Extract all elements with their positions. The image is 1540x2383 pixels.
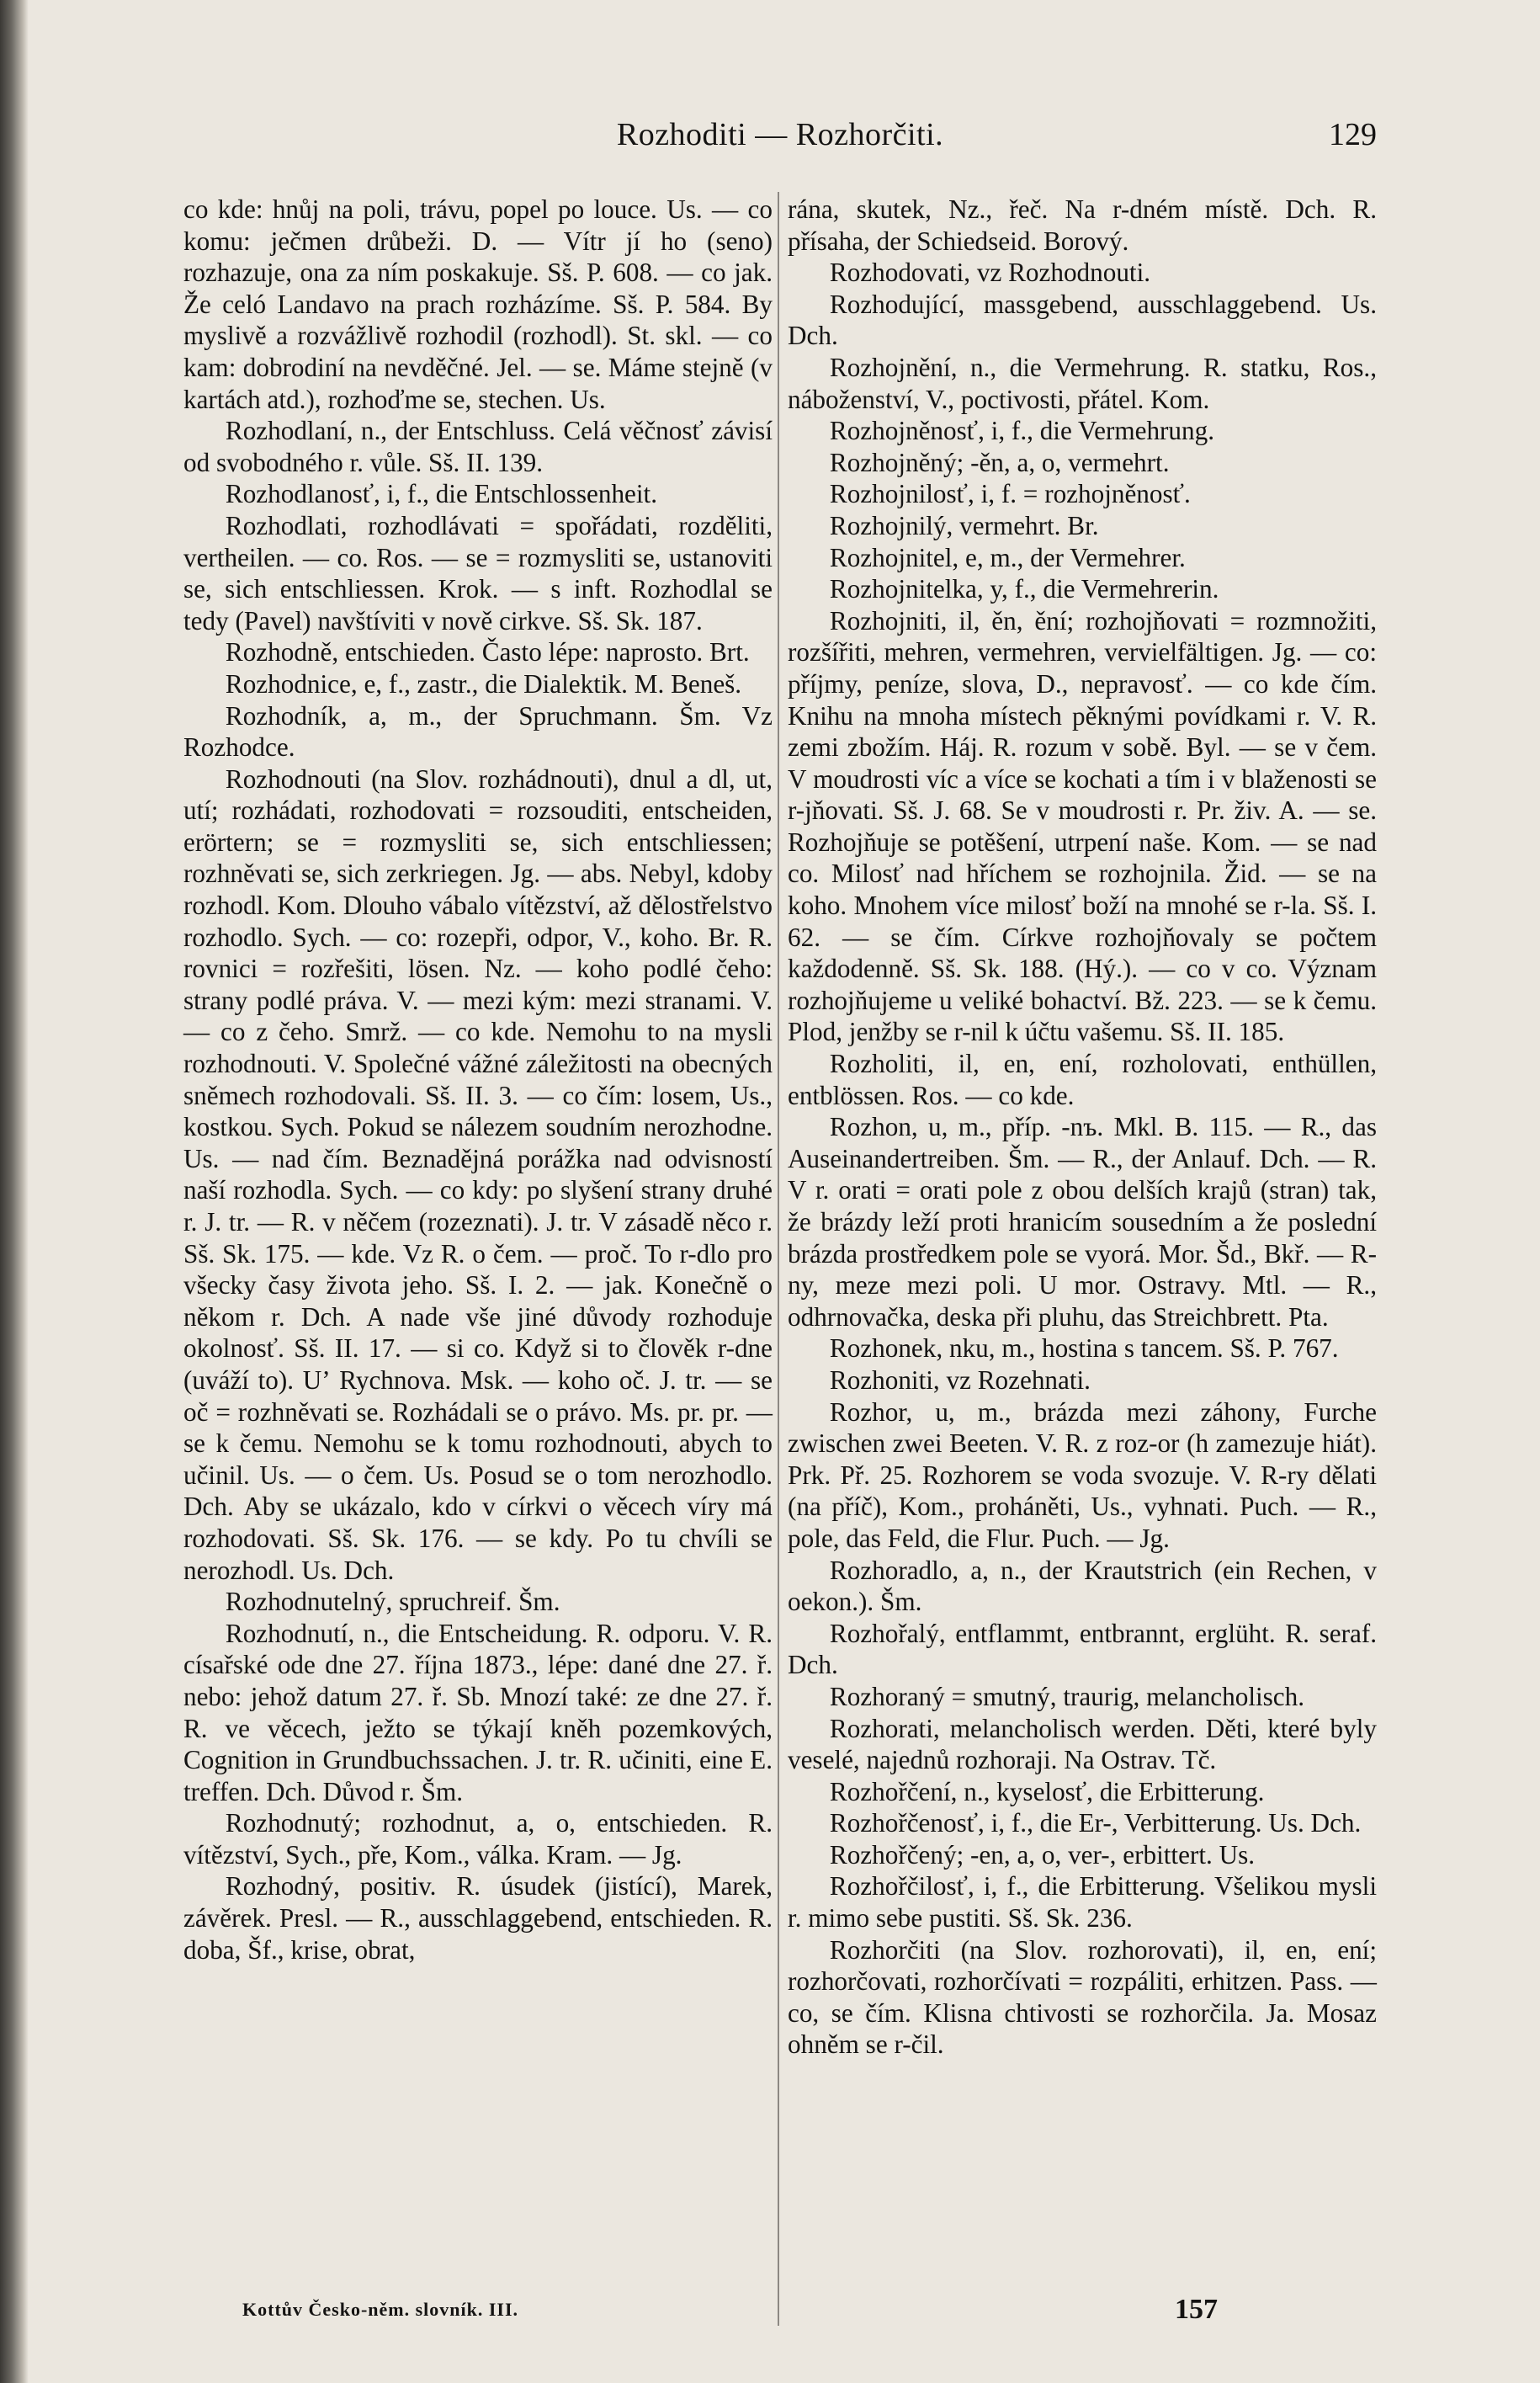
dictionary-entry: rána, skutek, Nz., řeč. Na r-dném místě. Dch. R. přísaha, der Schiedseid. Borový.	[788, 194, 1377, 256]
dictionary-entry: Rozhořčení, n., kyselosť, die Erbitterung.	[829, 1776, 1265, 1806]
dictionary-entry: Rozhořčený; -en, a, o, ver-, erbittert. Us.	[829, 1839, 1256, 1870]
dictionary-entry: Rozhodnouti (na Slov. rozhádnouti), dnul a dl, ut, utí; rozhádati, rozhodovati = rozsouditi, entscheiden, erörtern; se = rozmysliti se, sich entschliessen; rozhněvati se, sich zerkriegen. Jg. — abs. Nebyl, kdoby rozhodl. Kom. Dlouho vábalo vítězství, až dělostřelstvo rozhodlo. Sych. — co: rozepři, odpor, V., koho. Br. R. rovnici = rozřešiti, lösen. Nz. — koho podlé čeho: strany podlé práva. V. — mezi kým: mezi stranami. V. — co z čeho. Smrž. — co kde. Nemohu to na mysli rozhodnouti. V. Společné vážné záležitosti na obecných sněmech rozhodovali. Sš. II. 3. — co čím: losem, Us., kostkou. Sych. Pokud se nálezem soudním nerozhodne. Us. — nad čím. Beznadějná porážka nad odvisností naší rozhodla. Sych. — co kdy: po slyšení strany druhé r. J. tr. — R. v něčem (rozeznati). J. tr. V zásadě něco r. Sš. Sk. 175. — kde. Vz R. o čem. — proč. To r-dlo pro všecky časy života jeho. Sš. I. 2. — jak. Konečně o někom r. Dch. A nade vše jiné důvody rozhoduje okolnosť. Sš. II. 17. — si co. Když si to člověk r-dne (uváží to). Uʼ Rychnova. Msk. — koho oč. J. tr. — se oč = rozhněvati se. Rozhádali se o právo. Ms. pr. pr. — se k čemu. Nemohu se k tomu rozhodnouti, abych to učinil. Us. — o čem. Us. Posud se o tom nerozhodlo. Dch. Aby se ukázalo, kdo v církvi o věcech víry má rozhodovati. Sš. Sk. 176. — se kdy. Po tu chvíli se nerozhodl. Us. Dch.	[183, 763, 773, 1585]
dictionary-entry: Rozhorati, melancholisch werden. Děti, které byly veselé, najednů rozhoraji. Na Ostrav. Tč.	[788, 1713, 1377, 1775]
dictionary-entry: Rozhodlati, rozhodlávati = spořádati, rozděliti, vertheilen. — co. Ros. — se = rozmysliti se, ustanoviti se, sich entschliessen. Krok. — s inft. Rozhodlal se tedy (Pavel) navštíviti v nově cirkve. Sš. Sk. 187.	[183, 510, 773, 636]
page-footer	[183, 2294, 1377, 2331]
signature-mark: Kottův Česko-něm. slovník. III.	[242, 2299, 519, 2320]
dictionary-entry: Rozhojnitel, e, m., der Vermehrer.	[829, 542, 1186, 572]
dictionary-entry: Rozhoraný = smutný, traurig, melancholisch.	[829, 1681, 1305, 1711]
dictionary-entry: Rozhojnilosť, i, f. = rozhojněnosť.	[829, 479, 1191, 509]
dictionary-entry: Rozhonek, nku, m., hostina s tancem. Sš. P. 767.	[829, 1333, 1339, 1364]
dictionary-entry: Rozhojnilý, vermehrt. Br.	[829, 510, 1099, 540]
page-binding-edge	[0, 0, 29, 2383]
dictionary-entry: Rozhořalý, entflammt, entbrannt, erglüht. R. seraf. Dch.	[788, 1618, 1377, 1680]
dictionary-entry: Rozhon, u, m., příp. -nъ. Mkl. B. 115. — R., das Auseinandertreiben. Šm. — R., der Anlauf. Dch. — R. V r. orati = orati pole z obou delších krajů (stran) tak, že brázdy leží proti hranicím sousedním a že poslední brázda prostředkem pole se vyorá. Mor. Šd., Bkř. — R-ny, meze mezi poli. U mor. Ostravy. Mtl. — R., odhrnovačka, deska při pluhu, das Streichbrett. Pta.	[788, 1112, 1377, 1332]
sheet-number: 157	[1175, 2294, 1218, 2325]
dictionary-entry: Rozhojnění, n., die Vermehrung. R. statku, Ros., náboženství, V., poctivosti, přátel. Kom.	[788, 352, 1377, 414]
dictionary-entry: Rozhořčenosť, i, f., die Er-, Verbitterung. Us. Dch.	[829, 1808, 1362, 1838]
column-divider	[778, 192, 779, 2326]
dictionary-entry: Rozhodnice, e, f., zastr., die Dialektik. M. Beneš.	[225, 668, 742, 699]
dictionary-entry: Rozhojněnosť, i, f., die Vermehrung.	[829, 416, 1214, 446]
dictionary-entry: Rozhor, u, m., brázda mezi záhony, Furche zwischen zwei Beeten. V. R. z roz-or (h zamezuje hiát). Prk. Př. 25. Rozhorem se voda svozuje. V. R-ry dělati (na příč), Kom., proháněti, Us., vyhnati. Puch. — R., pole, das Feld, die Flur. Puch. — Jg.	[788, 1396, 1377, 1553]
dictionary-entry: Rozhoradlo, a, n., der Krautstrich (ein Rechen, v oekon.). Šm.	[788, 1555, 1377, 1617]
dictionary-entry: Rozhoniti, vz Rozehnati.	[829, 1364, 1091, 1395]
running-title: Rozhoditi — Rozhorčiti.	[616, 117, 944, 152]
dictionary-entry: Rozhodný, positiv. R. úsudek (jistící), Marek, závěrek. Presl. — R., ausschlaggebend, entschieden. R. doba, Šf., krise, obrat,	[183, 1871, 773, 1965]
dictionary-entry: Rozhodnutí, n., die Entscheidung. R. odporu. V. R. císařské ode dne 27. října 1873., lépe: dané dne 27. ř. nebo: jehož datum 27. ř. Sb. Mnozí také: ze dne 27. ř. R. ve věcech, ježto se týkají kněh pozemkových, Cognition in Grundbuchssachen. J. tr. R. učiniti, eine E. treffen. Dch. Důvod r. Šm.	[183, 1618, 773, 1806]
page-number: 129	[1329, 117, 1377, 152]
dictionary-entry: Rozhodnutý; rozhodnut, a, o, entschieden. R. vítězství, Sych., pře, Kom., válka. Kram. — Jg.	[183, 1808, 773, 1870]
dictionary-entry: co kde: hnůj na poli, trávu, popel po louce. Us. — co komu: ječmen drůbeži. D. — Vítr jí ho (seno) rozhazuje, ona za ním poskakuje. Sš. P. 608. — co jak. Že celó Landavo na prach rozházíme. Sš. P. 584. By myslivě a rozvážlivě rozhodil (rozhodl). St. skl. — co kam: dobrodiní na nevděčné. Jel. — se. Máme stejně (v kartách atd.), rozhoďme se, stechen. Us.	[183, 194, 773, 414]
dictionary-entry: Rozhodně, entschieden. Často lépe: naprosto. Brt.	[225, 637, 750, 668]
dictionary-entry: Rozhořčilosť, i, f., die Erbitterung. Všelikou mysli r. mimo sebe pustiti. Sš. Sk. 236.	[788, 1871, 1377, 1934]
dictionary-entry: Rozhodující, massgebend, ausschlaggebend. Us. Dch.	[788, 289, 1377, 351]
dictionary-entry: Rozholiti, il, en, ení, rozholovati, enthüllen, entblössen. Ros. — co kde.	[788, 1049, 1377, 1110]
left-column	[183, 194, 773, 1965]
dictionary-entry: Rozhodovati, vz Rozhodnouti.	[829, 258, 1151, 288]
running-header	[183, 116, 1377, 158]
right-column	[788, 194, 1377, 2061]
dictionary-entry: Rozhodlaní, n., der Entschluss. Celá věčnosť závisí od svobodného r. vůle. Sš. II. 139.	[183, 416, 773, 477]
dictionary-entry: Rozhojněný; -ěn, a, o, vermehrt.	[829, 447, 1170, 477]
dictionary-entry: Rozhodník, a, m., der Spruchmann. Šm. Vz Rozhodce.	[183, 700, 773, 763]
dictionary-entry: Rozhorčiti (na Slov. rozhorovati), il, en, ení; rozhorčovati, rozhorčívati = rozpáliti, erhitzen. Pass. — co, se čím. Klisna chtivosti se rozhorčila. Ja. Mosaz ohněm se r-čil.	[788, 1934, 1377, 2060]
dictionary-entry: Rozhojnitelka, y, f., die Vermehrerin.	[829, 574, 1219, 604]
dictionary-entry: Rozhodnutelný, spruchreif. Šm.	[225, 1587, 560, 1617]
dictionary-entry: Rozhodlanosť, i, f., die Entschlossenheit.	[225, 479, 658, 509]
dictionary-entry: Rozhojniti, il, ěn, ění; rozhojňovati = rozmnožiti, rozšířiti, mehren, vermehren, vervielfältigen. Jg. — co: příjmy, peníze, slova, D., nepravosť. — co kde čím. Knihu na mnoha místech pěknými povídkami r. V. R. zemi zbožím. Háj. R. rozum v sobě. Byl. — se v čem. V moudrosti víc a více se kochati a tím i v blaženosti se r-jňovati. Sš. J. 68. Se v moudrosti r. Pr. živ. A. — se. Rozhojňuje se potěšení, utrpení naše. Kom. — se nad co. Milosť nad hříchem se rozhojnila. Žid. — se na koho. Mnohem více milosť boží na mnohé se r-la. Sš. I. 62. — se čím. Církve rozhojňovaly se počtem každodenně. Sš. Sk. 188. (Hý.). — co v co. Význam rozhojňujeme u veliké bohactví. Bž. 223. — se k čemu. Plod, jenžby se r-nil k účtu vašemu. Sš. II. 185.	[788, 605, 1377, 1047]
